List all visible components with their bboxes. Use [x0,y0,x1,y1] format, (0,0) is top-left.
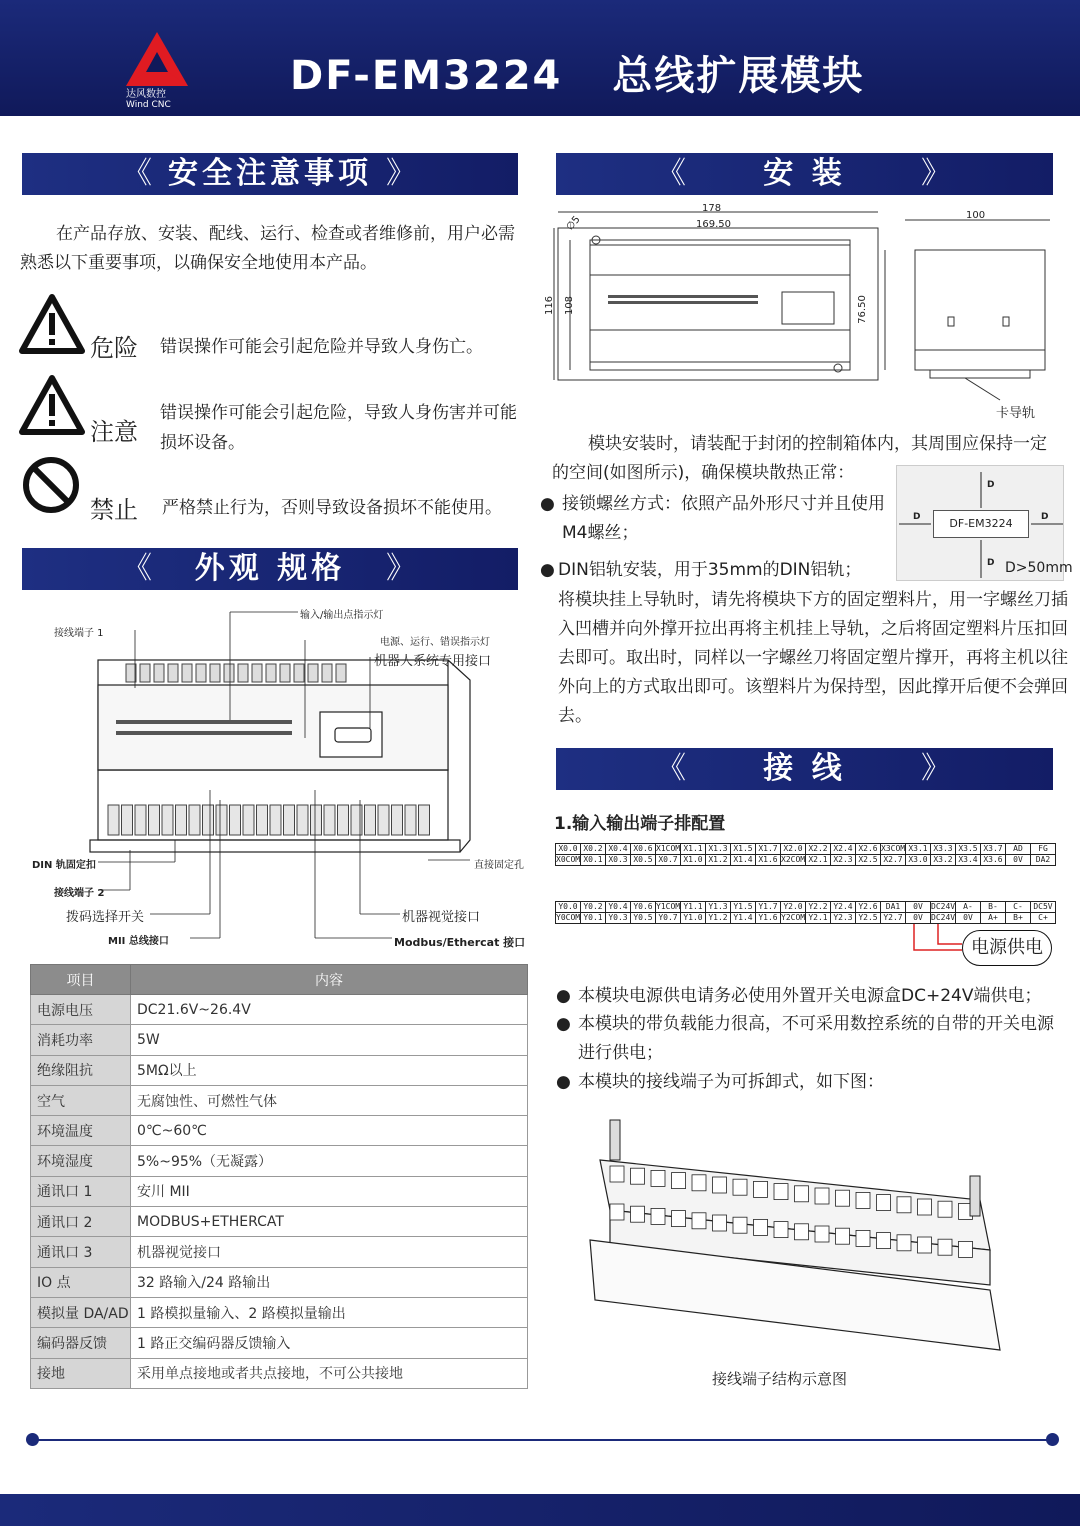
prohibited-label: 禁止 [90,496,138,524]
terminal-screw-icon [280,664,290,682]
table-row [31,1328,528,1358]
spec-item-cell: 编码器反馈 [31,1328,131,1358]
spec-value-cell: 5%~95%（无凝露） [131,1146,528,1176]
terminal-cell: X1.2 [705,854,731,866]
spec-value-cell: 0℃~60℃ [131,1116,528,1146]
terminal-screw-icon [257,805,268,835]
terminal-screw-icon [224,664,234,682]
spec-item-cell: 电源电压 [31,995,131,1025]
prohibited-icon [22,456,80,514]
spec-item-cell: 通讯口 3 [31,1237,131,1267]
terminal-screw-icon [877,1233,891,1249]
danger-label: 危险 [90,334,138,362]
terminal-screw-icon [815,1188,829,1204]
terminal-cell: Y0.4 [605,901,631,913]
spec-item-cell: 绝缘阻抗 [31,1055,131,1085]
footer-dot-left-icon [26,1433,39,1446]
terminal-screw-icon [692,1175,706,1191]
terminal-screw-icon [135,805,146,835]
terminal-cell: DA2 [1030,854,1056,866]
terminal-screw-icon [651,1170,665,1186]
dim-100: 100 [966,210,986,221]
terminal-screw-icon [338,805,349,835]
logo-cn: 达风数控 [126,89,166,100]
terminal-cell: Y1.6 [755,912,781,924]
spec-item-cell: 环境湿度 [31,1146,131,1176]
terminal-screw-icon [203,805,214,835]
bullet-text: 本模块的带负载能力很高，不可采用数控系统的自带的开关电源进行供电； [578,1014,1054,1063]
spec-value-cell: 5W [131,1025,528,1055]
page-title [290,44,864,101]
terminal-cell: A+ [980,912,1006,924]
terminal-cell: Y1.3 [705,901,731,913]
spec-value-cell: DC21.6V~26.4V [131,995,528,1025]
section-install: 《 安 装 》 [556,153,1053,195]
terminal-cell: DC24V [931,913,956,922]
terminal-screw-icon [959,1241,973,1257]
clearance-box: DF-EM3224 [933,510,1029,538]
table-header [31,965,528,995]
terminal-cell: DA1 [880,901,906,913]
terminal-screw-icon [243,805,254,835]
wiring-note-2 [556,1010,1066,1068]
terminal-screw-icon [610,1204,624,1220]
terminal-screw-icon [856,1192,870,1208]
dim-178: 178 [702,203,722,214]
terminal-screw-icon [140,664,150,682]
table-row [31,1267,528,1297]
terminal-screw-icon [774,1184,788,1200]
terminal-cell: X1.1 [680,843,706,855]
terminal-cell: X1.7 [755,843,781,855]
section-title: 接 线 [763,751,846,786]
terminal-cell: Y0.5 [630,912,656,924]
callout-robot-port: 机器人系统专用接口 [374,654,492,669]
terminal-screw-icon [631,1168,645,1184]
table-row [31,1085,528,1115]
terminal-cell: X3.7 [980,843,1006,855]
terminal-cell: X2COM [781,855,806,864]
terminal-cell: Y1COM [656,902,681,911]
terminal-screw-icon [126,664,136,682]
terminal-cell: X1.3 [705,843,731,855]
terminal-cell: X0.1 [580,854,606,866]
install-para1: 模块安装时，请装配于封闭的控制箱体内，其周围应保持一定的空间(如图所示)，确保模块散热正常： [552,434,1047,483]
footer-dot-right-icon [1046,1433,1059,1446]
terminal-cell: X0.0 [555,843,581,855]
spec-item-cell: IO 点 [31,1267,131,1297]
section-title: 外观 规格 [194,551,346,586]
bullet-dot: ● [556,986,571,1006]
terminal-cell: X0.4 [605,843,631,855]
terminal-cell: Y1.7 [755,901,781,913]
bullet-text: 接锁螺丝方式：依照产品外形尺寸并且使用M4螺丝； [562,494,885,543]
section-title: 安全注意事项 [168,156,372,191]
terminal-screw-icon [270,805,281,835]
terminal-screw-icon [795,1224,809,1240]
terminal-screw-icon [252,664,262,682]
terminal-cell: X0COM [556,855,581,864]
prohibited-text: 严格禁止行为，否则导致设备损坏不能使用。 [162,498,502,518]
input-terminal-row-bottom [556,854,1056,866]
callout-io-led: 输入/输出点指示灯 [300,610,384,621]
terminal-screw-icon [324,805,335,835]
table-row [31,1055,528,1085]
table-row [31,1207,528,1237]
spec-item-cell: 模拟量 DA/AD [31,1297,131,1327]
terminal-screw-icon [918,1237,932,1253]
power-wire-lines [900,922,970,962]
terminal-screw-icon [897,1235,911,1251]
terminal-cell: Y0.6 [630,901,656,913]
terminal-screw-icon [938,1239,952,1255]
header-banner [0,0,1080,116]
spec-value-cell: 1 路正交编码器反馈输入 [131,1328,528,1358]
wiring-note-1 [556,982,1066,1011]
clearance-d-right: D [1041,512,1049,522]
terminal-cell: Y2.1 [805,912,831,924]
terminal-screw-icon [938,1201,952,1217]
terminal-screw-icon [122,805,133,835]
spec-value-cell: 采用单点接地或者共点接地，不可公共接地 [131,1358,528,1388]
spec-value-cell: 5MΩ以上 [131,1055,528,1085]
table-row [31,1297,528,1327]
terminal-screw-icon [897,1197,911,1213]
terminal-screw-icon [918,1199,932,1215]
terminal-cell: Y2.6 [855,901,881,913]
title-text: 总线扩展模块 [612,53,865,99]
terminal-cell: Y2.4 [830,901,856,913]
terminal-cell: X0.7 [655,854,681,866]
terminal-screw-icon [631,1206,645,1222]
terminal-screw-icon [308,664,318,682]
bullet-text: DIN铝轨安装，用于35mm的DIN铝轨； [558,560,862,580]
terminal-cell: Y1.5 [730,901,756,913]
terminal-cell: Y0.0 [555,901,581,913]
caution-label: 注意 [90,418,138,446]
safety-intro: 在产品存放、安装、配线、运行、检查或者维修前，用户必需熟悉以下重要事项，以确保安全地使用本产品。 [20,224,515,273]
spec-item-cell: 消耗功率 [31,1025,131,1055]
terminal-screw-icon [365,805,376,835]
terminal-screw-icon [672,1211,686,1227]
terminal-screw-icon [238,664,248,682]
logo-text [126,90,171,110]
table-row [31,1237,528,1267]
terminal-cell: C+ [1030,912,1056,924]
terminal-cell: X3.6 [980,854,1006,866]
terminal-cell: C- [1005,901,1031,913]
footer-rule [32,1439,1054,1441]
terminal-screw-icon [154,664,164,682]
terminal-block-caption: 接线端子结构示意图 [712,1370,848,1388]
clearance-d-left: D [913,512,921,522]
terminal-screw-icon [378,805,389,835]
terminal-cell: X3.5 [955,843,981,855]
terminal-screw-icon [610,1166,624,1182]
spec-item-cell: 通讯口 2 [31,1207,131,1237]
section-safety: 《 安全注意事项 》 [22,153,518,195]
clearance-d-top: D [987,480,995,490]
terminal-cell: Y1.0 [680,912,706,924]
terminal-cell: X3.4 [955,854,981,866]
terminal-screw-icon [713,1215,727,1231]
terminal-screw-icon [692,1213,706,1229]
terminal-cell: 0V [905,912,931,924]
terminal-screw-icon [877,1195,891,1211]
terminal-cell: X2.7 [880,854,906,866]
spec-item-cell: 环境温度 [31,1116,131,1146]
terminal-screw-icon [856,1230,870,1246]
wiring-note-3 [556,1068,1066,1097]
terminal-screw-icon [754,1219,768,1235]
bullet-dot: ● [556,1014,571,1034]
terminal-screw-icon [733,1217,747,1233]
terminal-cell: Y0COM [556,913,581,922]
terminal-cell: X3.2 [930,854,956,866]
terminal-cell: X0.2 [580,843,606,855]
install-bullet1 [540,490,890,548]
terminal-screw-icon [419,805,430,835]
terminal-block-drawing [580,1110,1010,1360]
terminal-screw-icon [284,805,295,835]
spec-value-cell: 1 路模拟量输入、2 路模拟量输出 [131,1297,528,1327]
terminal-cell: X2.6 [855,843,881,855]
bullet-text: 本模块电源供电请务必使用外置开关电源盒DC+24V端供电； [578,986,1042,1006]
rail-label: 卡导轨 [996,406,1036,421]
company-logo-icon [124,30,190,90]
terminal-cell: B- [980,901,1006,913]
terminal-screw-icon [405,805,416,835]
caution-warning-icon [18,374,86,436]
terminal-cell: Y2COM [781,913,806,922]
terminal-cell: AD [1005,843,1031,855]
spec-value-cell: 32 路输入/24 路输出 [131,1267,528,1297]
callout-modbus-port: Modbus/Ethercat 接口 [394,936,526,949]
bullet-dot: ● [540,494,555,514]
terminal-screw-icon [774,1222,788,1238]
terminal-cell: 0V [955,912,981,924]
terminal-screw-icon [210,664,220,682]
terminal-screw-icon [754,1181,768,1197]
section-title: 安 装 [763,156,846,191]
terminal-cell: X2.2 [805,843,831,855]
terminal-cell: X2.4 [830,843,856,855]
section-appearance: 《 外观 规格 》 [22,548,518,590]
callout-status-led: 电源、运行、错误指示灯 [380,637,490,648]
terminal-screw-icon [182,664,192,682]
wiring-subtitle: 1.输入输出端子排配置 [554,814,726,834]
terminal-cell: X1COM [656,844,681,853]
logo-en: Wind CNC [126,100,171,110]
terminal-cell: X3COM [881,844,906,853]
terminal-cell: 0V [905,901,931,913]
terminal-cell: X1.6 [755,854,781,866]
terminal-cell: X3.0 [905,854,931,866]
callout-din-clip: DIN 轨固定扣 [32,860,96,871]
spec-item-cell: 通讯口 1 [31,1176,131,1206]
terminal-screw-icon [266,664,276,682]
terminal-screw-icon [651,1208,665,1224]
callout-terminal2: 接线端子 2 [54,888,105,899]
dim-76: 76.50 [856,295,868,324]
terminal-screw-icon [836,1228,850,1244]
terminal-screw-icon [713,1177,727,1193]
terminal-screw-icon [230,805,241,835]
terminal-cell: DC24V [931,902,956,911]
terminal-cell: B+ [1005,912,1031,924]
dim-116: 116 [544,295,556,316]
spec-value-cell: 安川 MII [131,1176,528,1206]
terminal-screw-icon [795,1186,809,1202]
terminal-cell: X0.6 [630,843,656,855]
terminal-screw-icon [733,1179,747,1195]
section-wiring: 《 接 线 》 [556,748,1053,790]
terminal-cell: X1.4 [730,854,756,866]
terminal-cell: Y2.3 [830,912,856,924]
output-terminal-row-bottom [556,912,1056,924]
clearance-diagram [896,465,1073,581]
terminal-screw-icon [392,805,403,835]
terminal-screw-icon [294,664,304,682]
terminal-cell: Y0.7 [655,912,681,924]
terminal-cell: X0.3 [605,854,631,866]
danger-text: 错误操作可能会引起危险并导致人身伤亡。 [160,337,483,357]
install-para2: 将模块挂上导轨时，请先将模块下方的固定塑料片，用一字螺丝刀插入凹槽并向外撑开拉出再将主机挂上导轨，之后将固定塑料片压扣回去即可。取出时，同样以一字螺丝刀将固定塑片撑开，再将主机以往外向上的方式取出即可。该塑料片为保持型，因此撑开后便不会弹回去。 [558,590,1068,726]
clearance-note: D>50mm [1005,560,1073,576]
terminal-screw-icon [176,805,187,835]
dimension-drawing [540,200,1070,425]
terminal-cell: Y2.5 [855,912,881,924]
terminal-cell: Y1.4 [730,912,756,924]
terminal-cell: A- [955,901,981,913]
terminal-cell: 0V [1005,854,1031,866]
terminal-cell: X3.3 [930,843,956,855]
clearance-d-bottom: D [987,558,995,568]
terminal-screw-icon [336,664,346,682]
spec-table [30,964,528,1389]
terminal-cell: X0.5 [630,854,656,866]
terminal-screw-icon [297,805,308,835]
terminal-screw-icon [815,1226,829,1242]
terminal-cell: FG [1030,843,1056,855]
terminal-cell: Y0.3 [605,912,631,924]
terminal-cell: X2.1 [805,854,831,866]
terminal-cell: X3.1 [905,843,931,855]
terminal-screw-icon [322,664,332,682]
spec-item-cell: 接地 [31,1358,131,1388]
terminal-cell: Y1.1 [680,901,706,913]
terminal-screw-icon [162,805,173,835]
terminal-cell: Y2.0 [780,901,806,913]
terminal-cell: X1.5 [730,843,756,855]
header-content: 内容 [131,965,528,995]
terminal-screw-icon [108,805,119,835]
terminal-cell: Y2.2 [805,901,831,913]
spec-value-cell: 机器视觉接口 [131,1237,528,1267]
install-bullet2 [540,556,890,585]
terminal-screw-icon [836,1190,850,1206]
bullet-dot: ● [556,1072,571,1092]
callout-fix-hole: 直接固定孔 [474,860,524,871]
callout-dip-switch: 拨码选择开关 [66,910,145,925]
callout-vision-port: 机器视觉接口 [402,910,481,925]
bullet-text: 本模块的接线端子为可拆卸式，如下图： [578,1072,884,1092]
table-row [31,995,528,1025]
terminal-screw-icon [672,1173,686,1189]
model-number: DF-EM3224 [290,53,563,99]
terminal-screw-icon [149,805,160,835]
callout-terminal1: 接线端子 1 [54,628,104,639]
terminal-cell: X1.0 [680,854,706,866]
spec-item-cell: 空气 [31,1085,131,1115]
terminal-screw-icon [196,664,206,682]
terminal-cell: X2.0 [780,843,806,855]
spec-value-cell: MODBUS+ETHERCAT [131,1207,528,1237]
terminal-screw-icon [189,805,200,835]
table-row [31,1146,528,1176]
header-item: 项目 [31,965,131,995]
terminal-screw-icon [311,805,322,835]
terminal-cell: Y0.2 [580,901,606,913]
caution-text: 错误操作可能会引起危险，导致人身伤害并可能损坏设备。 [160,403,517,453]
terminal-cell: Y2.7 [880,912,906,924]
power-supply-label: 电源供电 [962,930,1052,966]
footer-banner [0,1494,1080,1526]
table-row [31,1176,528,1206]
terminal-cell: X2.5 [855,854,881,866]
table-row [31,1116,528,1146]
dim-5: ∅5 [564,214,583,233]
terminal-screw-icon [168,664,178,682]
dim-169: 169.50 [696,219,731,230]
spec-value-cell: 无腐蚀性、可燃性气体 [131,1085,528,1115]
danger-warning-icon [18,293,86,355]
terminal-screw-icon [216,805,227,835]
terminal-cell: X2.3 [830,854,856,866]
terminal-cell: Y0.1 [580,912,606,924]
bullet-dot: ● [540,560,555,580]
table-row [31,1358,528,1388]
terminal-cell: Y1.2 [705,912,731,924]
terminal-cell: DC5V [1030,901,1056,913]
dim-108: 108 [564,295,576,316]
callout-mii-port: MII 总线接口 [108,936,169,947]
table-row [31,1025,528,1055]
